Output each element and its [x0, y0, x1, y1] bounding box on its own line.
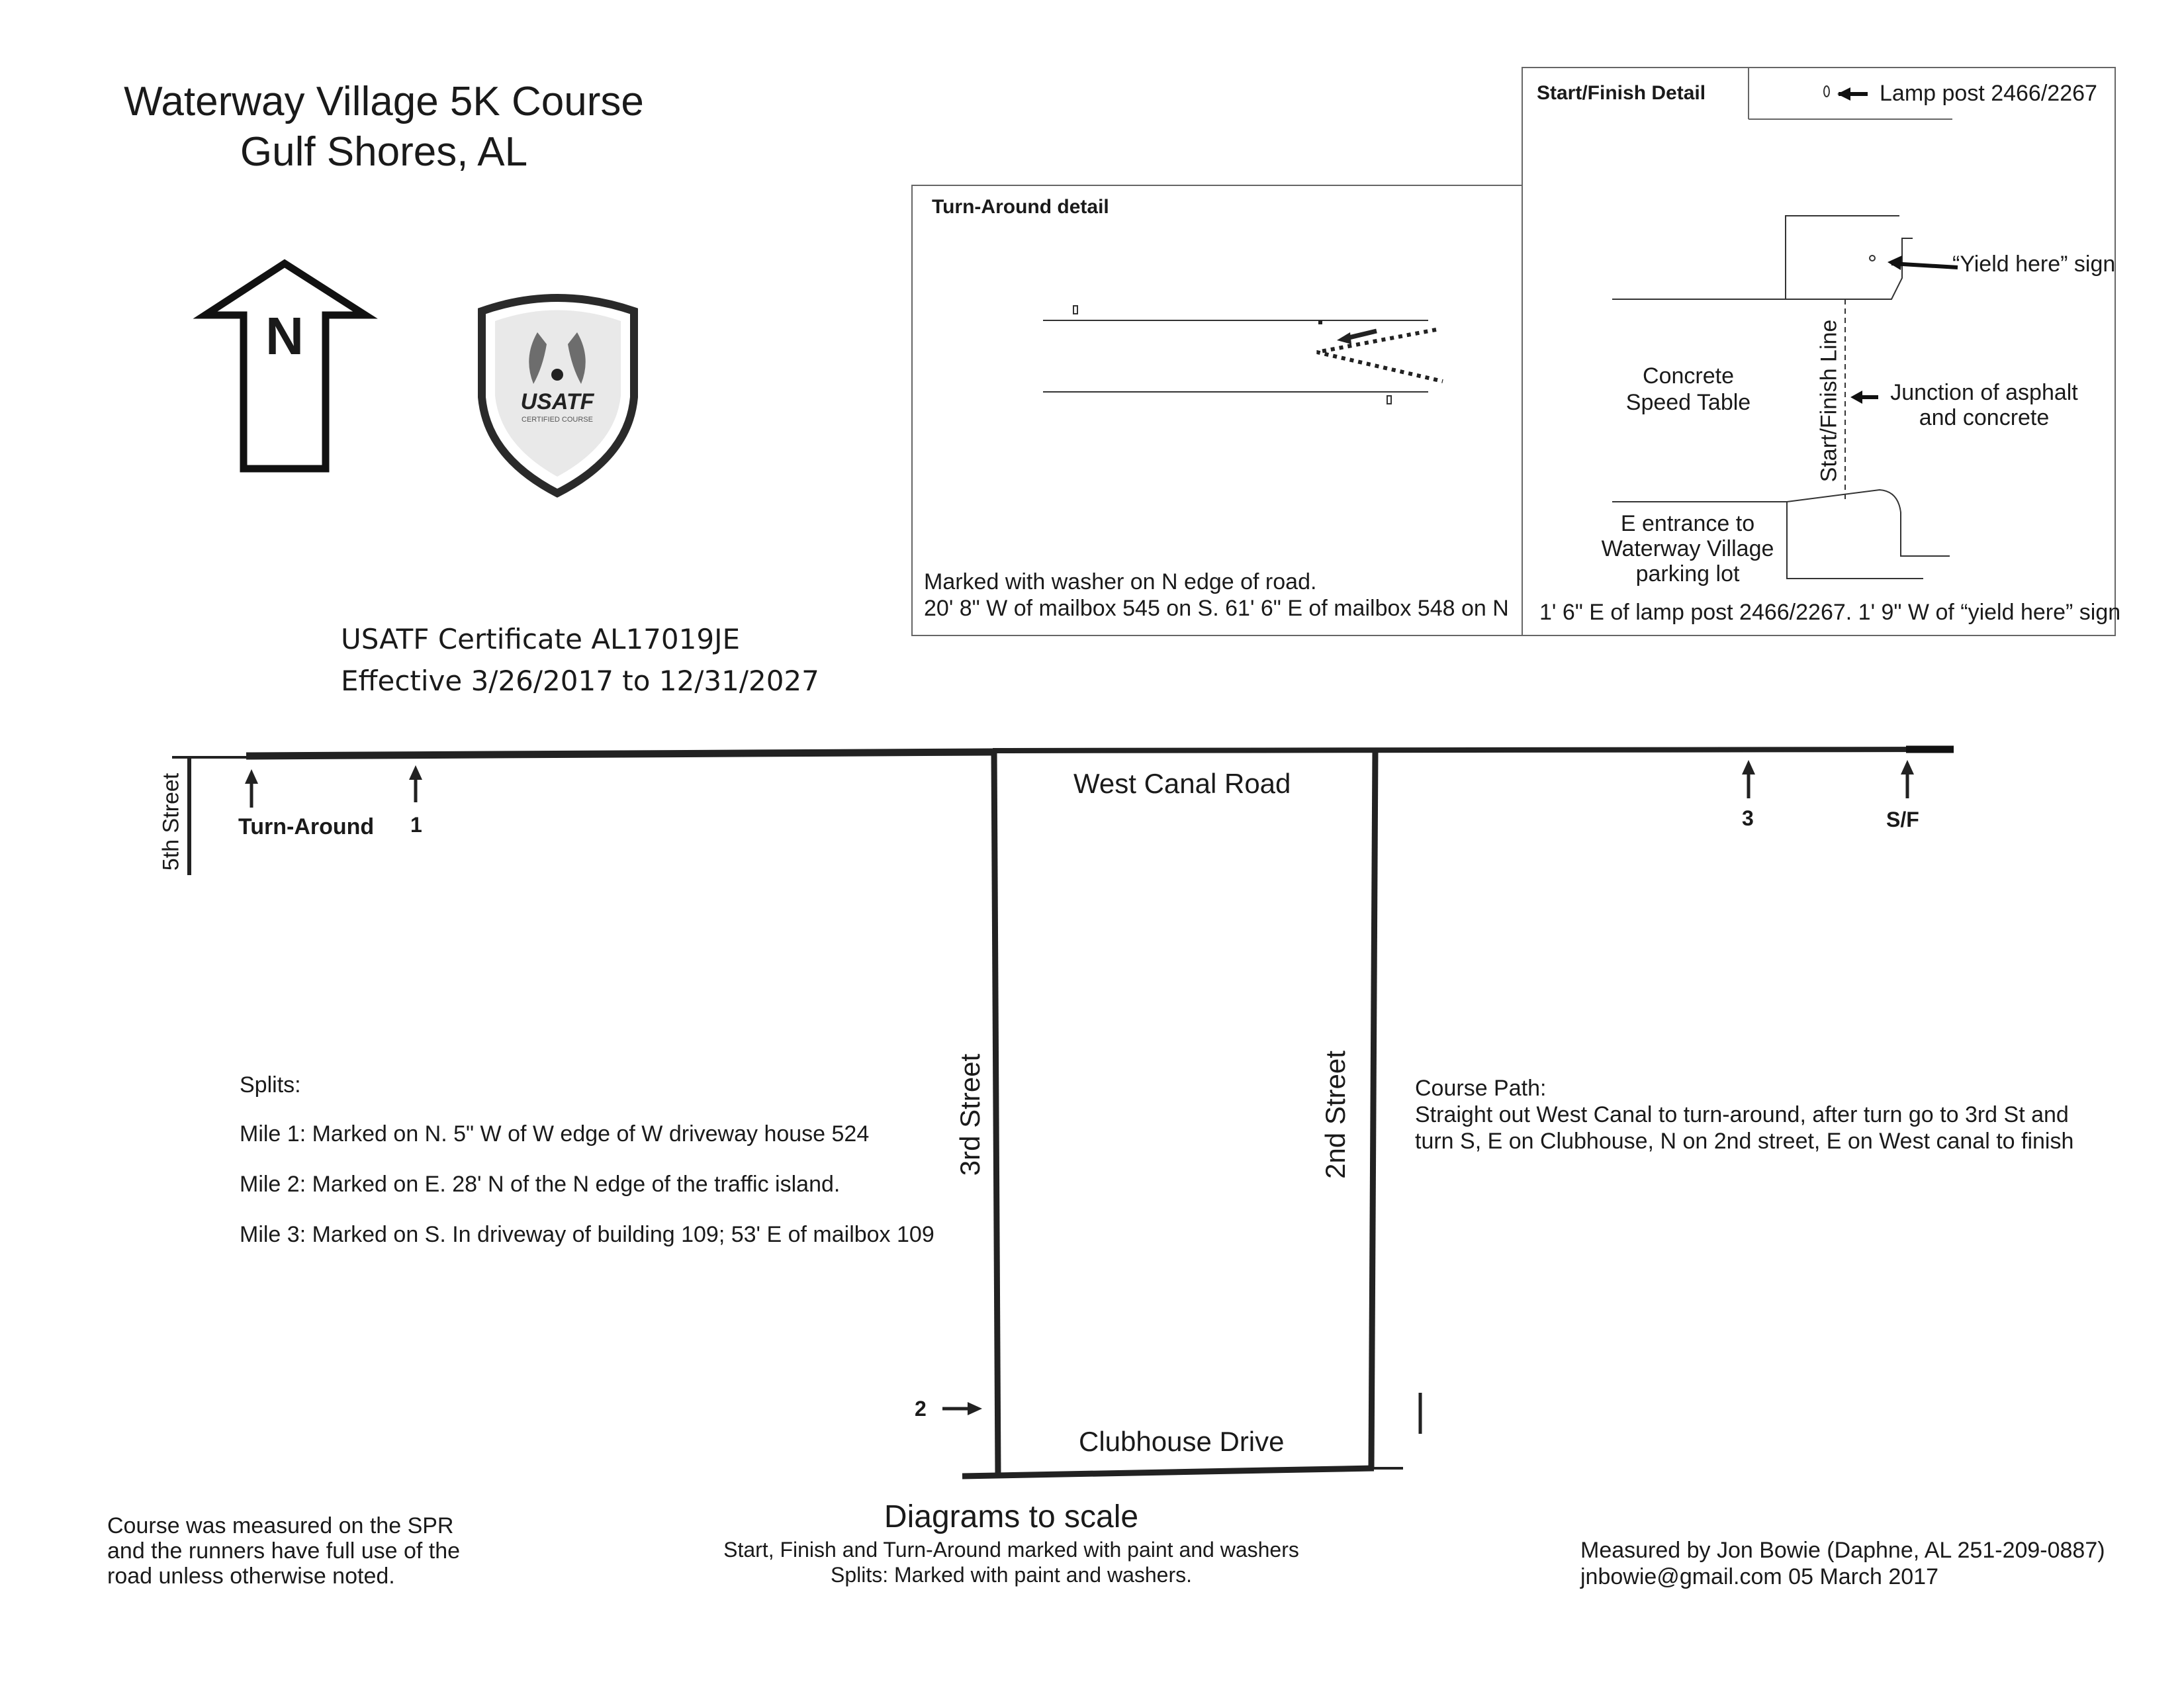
scale-line-1: Start, Finish and Turn-Around marked with paint and washers	[723, 1538, 1299, 1562]
second-street-label: 2nd Street	[1320, 1051, 1351, 1179]
scale-title: Diagrams to scale	[884, 1499, 1139, 1534]
page-title	[99, 77, 668, 177]
split-mile-1: Mile 1: Marked on N. 5" W of W edge of W driveway house 524	[240, 1121, 870, 1147]
usatf-logo-text: USATF	[520, 389, 594, 414]
course-path-line-1: Straight out West Canal to turn-around, after turn go to 3rd St and	[1415, 1102, 2069, 1127]
entrance-line-3: parking lot	[1635, 561, 1740, 586]
clubhouse-drive-line	[962, 1468, 1374, 1476]
start-finish-line-label: Start/Finish Line	[1816, 319, 1842, 483]
mile-3-marker-icon	[1742, 760, 1755, 798]
course-path-heading: Course Path:	[1415, 1076, 1547, 1101]
start-finish-marker-icon	[1901, 760, 1914, 798]
usatf-logo-subtext: CERTIFIED COURSE	[522, 416, 593, 424]
start-finish-note: 1' 6" E of lamp post 2466/2267. 1' 9" W of “yield here” sign	[1539, 600, 2121, 625]
entrance-label	[1588, 511, 1787, 586]
split-mile-3: Mile 3: Marked on S. In driveway of building 109; 53' E of mailbox 109	[240, 1222, 934, 1247]
title-line-2: Gulf Shores, AL	[240, 129, 528, 175]
turnaround-marker-icon	[245, 769, 258, 808]
spr-line-2: and the runners have full use of the	[107, 1538, 461, 1564]
scale-line-2: Splits: Marked with paint and washers.	[830, 1563, 1193, 1587]
measured-by	[1580, 1537, 2105, 1590]
spr-line-3: road unless otherwise noted.	[107, 1564, 395, 1589]
turnaround-detail-box	[912, 185, 1522, 635]
west-canal-road-label: West Canal Road	[1073, 768, 1291, 799]
title-line-1: Waterway Village 5K Course	[124, 79, 644, 124]
spr-line-1: Course was measured on the SPR	[107, 1513, 454, 1538]
third-street-label: 3rd Street	[954, 1053, 985, 1176]
junction-label	[1885, 380, 2083, 430]
course-path-line-2: turn S, E on Clubhouse, N on 2nd street, E on West canal to finish	[1415, 1129, 2074, 1154]
yield-sign-label: “Yield here” sign	[1952, 252, 2116, 277]
concrete-line-2: Speed Table	[1625, 390, 1751, 415]
concrete-line-1: Concrete	[1643, 363, 1734, 389]
certificate-effective: Effective 3/26/2017 to 12/31/2027	[341, 665, 819, 697]
splits-heading: Splits:	[240, 1072, 301, 1098]
course-path	[1415, 1075, 2073, 1154]
measured-line-2: jnbowie@gmail.com 05 March 2017	[1580, 1564, 1938, 1589]
mile-2-marker-icon	[942, 1402, 982, 1415]
mile-1-marker-icon	[409, 765, 422, 802]
lamp-post-icon	[1824, 86, 1829, 97]
certificate-number: USATF Certificate AL17019JE	[341, 623, 740, 655]
turnaround-dotted-path	[1317, 330, 1443, 381]
spr-note	[107, 1513, 460, 1589]
lamp-post-label: Lamp post 2466/2267	[1880, 81, 2097, 106]
start-finish-heading: Start/Finish Detail	[1537, 82, 1706, 104]
entrance-line-2: Waterway Village	[1601, 536, 1774, 561]
clubhouse-drive-label: Clubhouse Drive	[1079, 1426, 1285, 1457]
concrete-speed-table	[1612, 363, 1764, 416]
west-canal-road-line	[246, 752, 993, 756]
entrance-line-1: E entrance to	[1620, 511, 1755, 536]
scale-note	[675, 1497, 1347, 1587]
turnaround-note-1: Marked with washer on N edge of road.	[924, 569, 1317, 594]
turnaround-marker-label: Turn-Around	[238, 814, 375, 839]
fifth-street-label: 5th Street	[158, 773, 184, 871]
second-street-line	[1371, 749, 1375, 1467]
start-finish-marker-label: S/F	[1886, 808, 1919, 831]
measured-line-1: Measured by Jon Bowie (Daphne, AL 251-209-0887)	[1580, 1538, 2105, 1563]
split-mile-2: Mile 2: Marked on E. 28' N of the N edge of the traffic island.	[240, 1172, 841, 1197]
mile-3-label: 3	[1742, 806, 1754, 830]
junction-line-2: and concrete	[1919, 405, 2050, 430]
mile-1-label: 1	[410, 813, 422, 837]
north-letter: N	[265, 306, 304, 365]
turnaround-detail-heading: Turn-Around detail	[932, 196, 1109, 218]
turnaround-note-2: 20' 8" W of mailbox 545 on S. 61' 6" E of mailbox 548 on N	[924, 596, 1509, 621]
third-street-line	[994, 751, 998, 1475]
mile-2-label: 2	[915, 1397, 927, 1421]
junction-line-1: Junction of asphalt	[1890, 380, 2078, 405]
